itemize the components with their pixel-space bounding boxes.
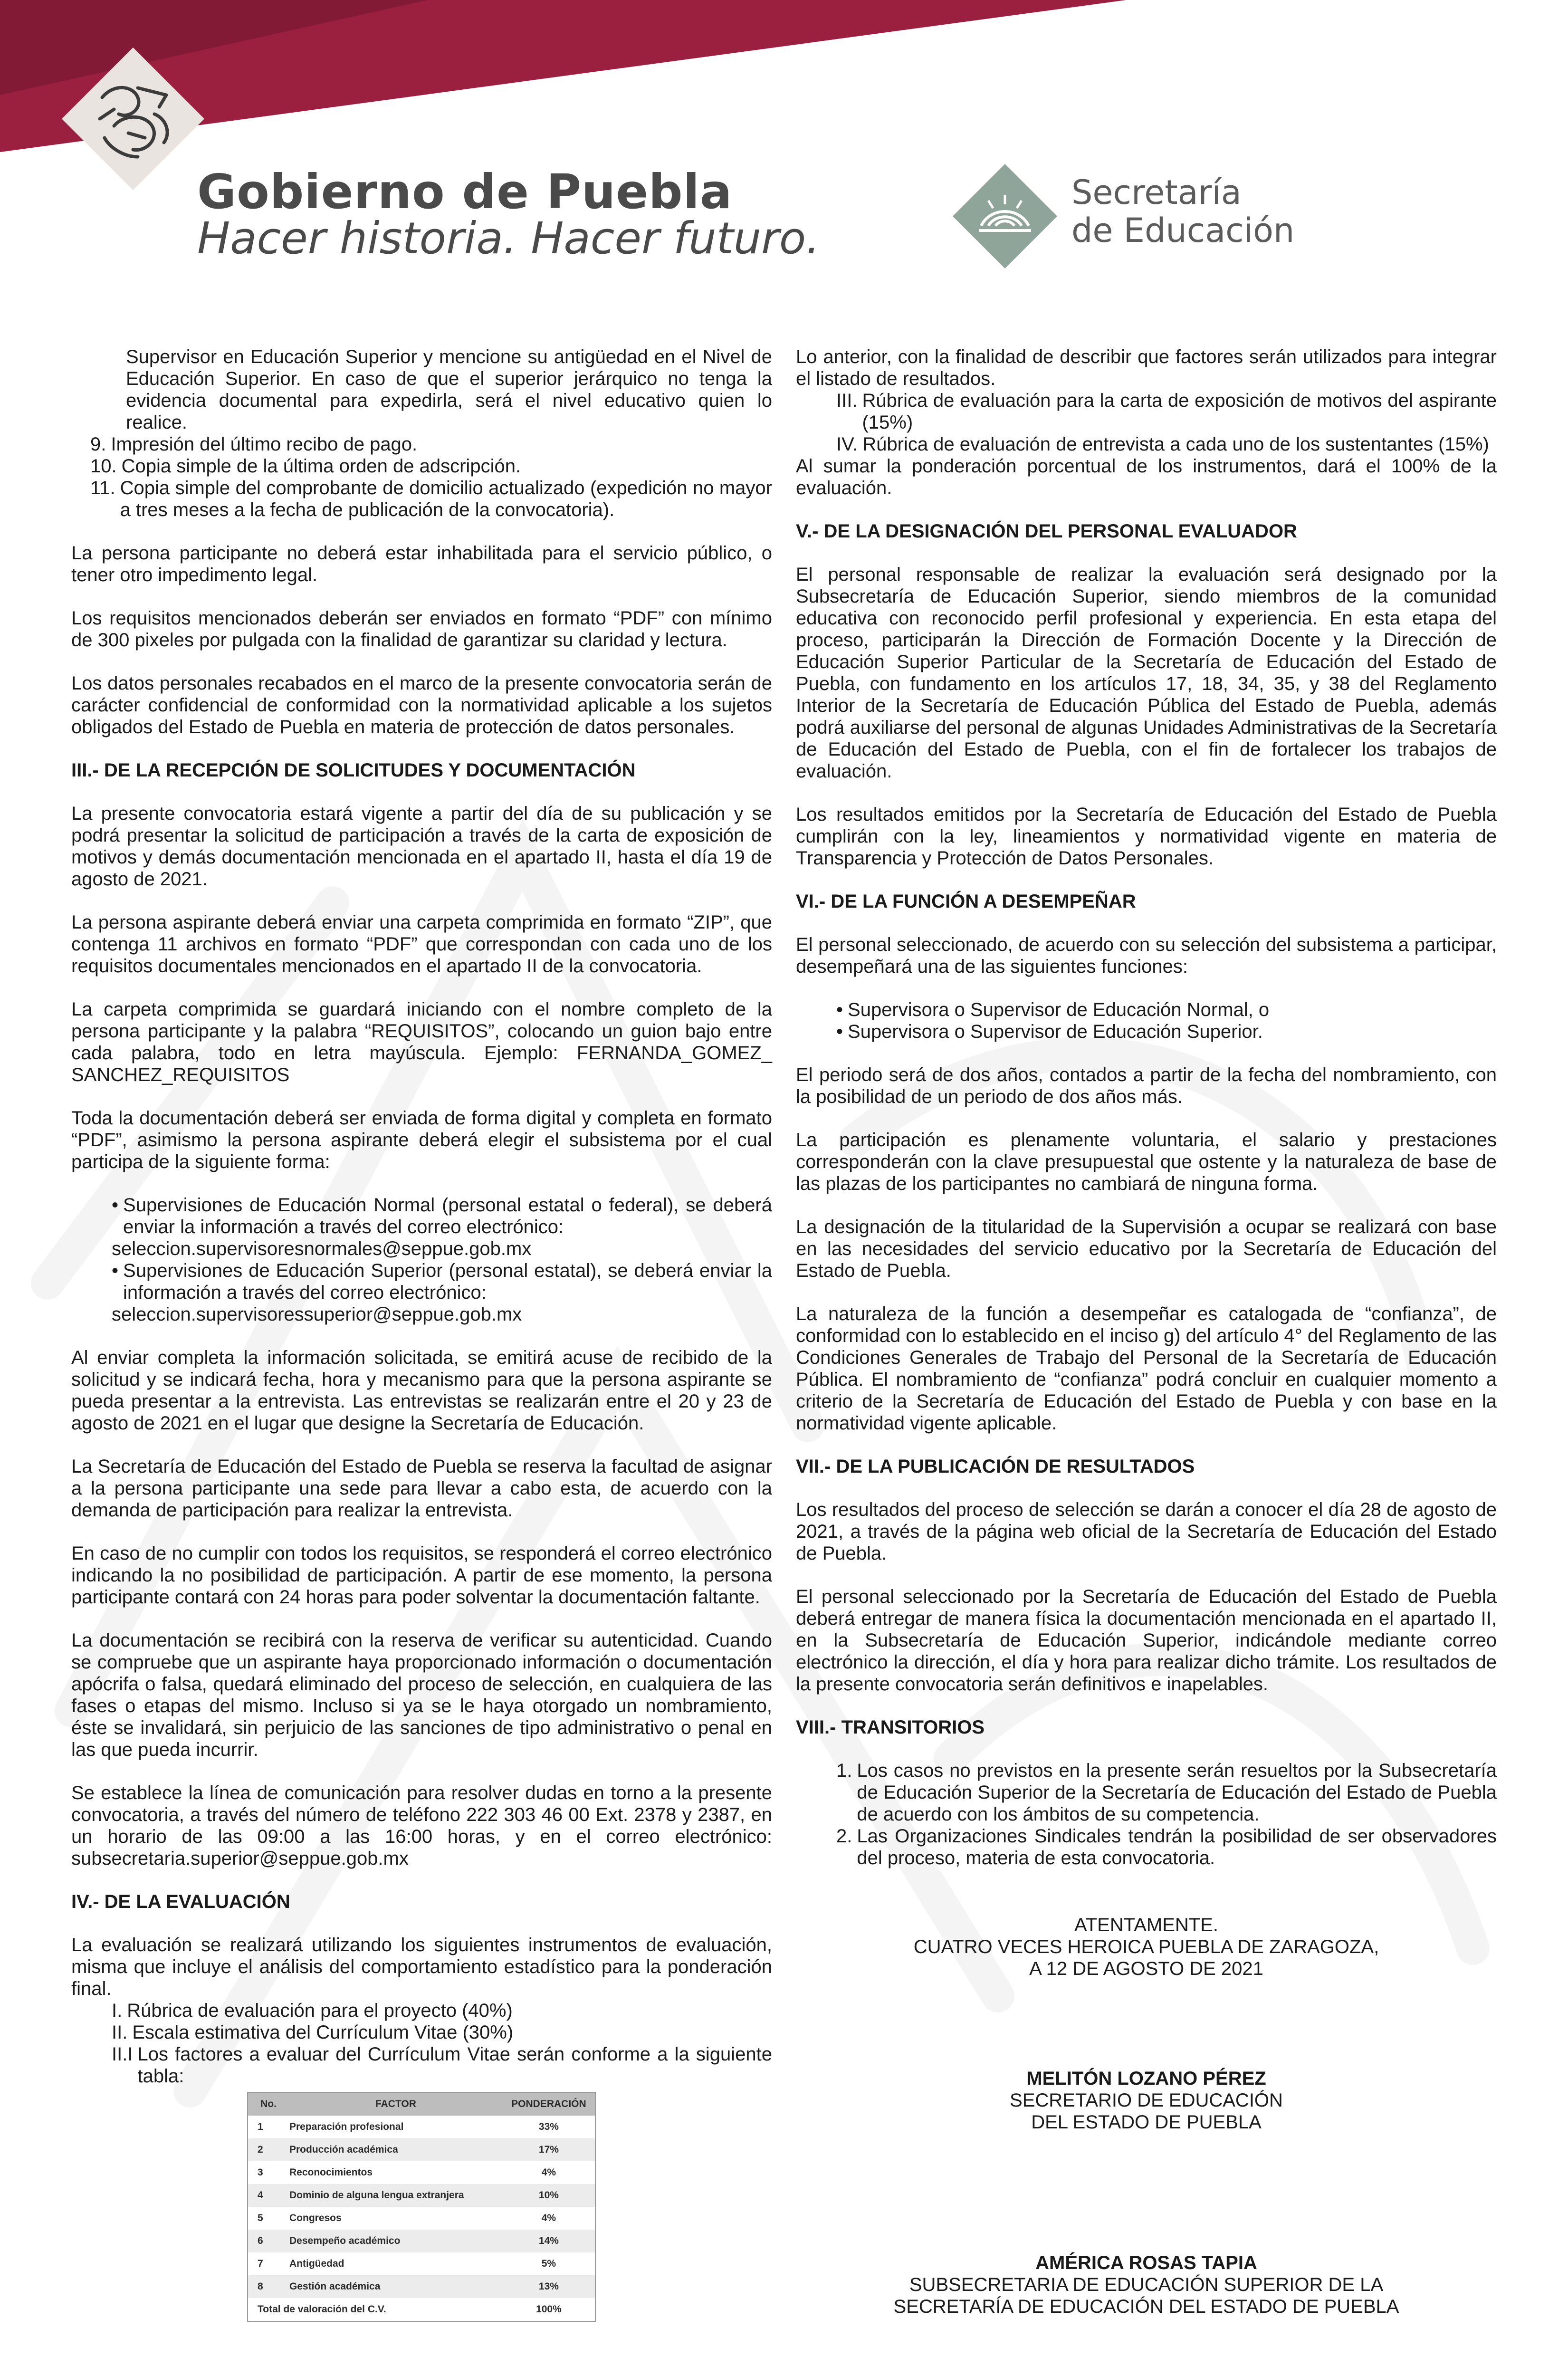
item-number: II.I	[112, 2044, 133, 2065]
paragraph: La evaluación se realizará utilizando los siguientes instrumentos de evaluación, misma que incluye el análisis del comportamiento estadístico para la ponderación final.	[71, 1935, 772, 1999]
paragraph: En caso de no cumplir con todos los requisitos, se responderá el correo electrónico indicando la no posibilidad de participación. A partir de ese momento, la persona participante contará con 24 horas para poder solventar la documentación faltante.	[71, 1543, 772, 1608]
paragraph: El personal seleccionado, de acuerdo con su selección del subsistema a participar, desempeñará una de las siguientes funciones:	[796, 934, 1497, 977]
functions-list	[836, 999, 1497, 1043]
list-item	[836, 1760, 1497, 1825]
item-number: 10.	[90, 456, 117, 477]
item-text: Copia simple de la última orden de adscripción.	[121, 456, 521, 477]
item-text: Supervisora o Supervisor de Educación Superior.	[848, 1021, 1263, 1042]
secretaria-educacion-name	[1071, 173, 1294, 249]
subsystem-list	[112, 1194, 772, 1325]
paragraph: Los resultados del proceso de selección se darán a conocer el día 28 de agosto de 2021, a través de la página web oficial de la Secretaría de Educación del Estado de Puebla.	[796, 1499, 1497, 1564]
right-column	[796, 346, 1497, 2318]
paragraph: Al sumar la ponderación porcentual de los instrumentos, dará el 100% de la evaluación.	[796, 456, 1497, 498]
paragraph: El periodo será de dos años, contados a partir de la fecha del nombramiento, con la posibilidad de un periodo de dos años más.	[796, 1064, 1497, 1107]
email-address: seleccion.supervisoressuperior@seppue.gob.mx	[112, 1304, 522, 1325]
paragraph: La Secretaría de Educación del Estado de Puebla se reserva la facultad de asignar a la persona participante una sede para llevar a cabo esta, de acuerdo con la demanda de participación para realizar la entrevista.	[71, 1456, 772, 1521]
secretaria-educacion-logo	[950, 162, 1060, 271]
paragraph: La designación de la titularidad de la Supervisión a ocupar se realizará con base en las necesidades del servicio educativo por la Secretaría de Educación del Estado de Puebla.	[796, 1217, 1497, 1281]
table-header-row	[248, 2093, 595, 2116]
paragraph: Toda la documentación deberá ser enviada de forma digital y completa en formato “PDF”, asimismo la persona aspirante deberá elegir el subsistema por el cual participa de la siguiente forma:	[71, 1108, 772, 1172]
table-cell: 7	[258, 2258, 263, 2269]
paragraph: La carpeta comprimida se guardará iniciando con el nombre completo de la persona participante y la palabra “REQUISITOS”, colocando un guion bajo entre cada palabra, todo en letra mayúscula. Ejemplo: FERNANDA_GOMEZ_ SANCHEZ_REQUISITOS	[71, 999, 772, 1085]
closing-date: A 12 DE AGOSTO DE 2021	[1029, 1958, 1263, 1979]
table-row	[248, 2161, 595, 2184]
paragraph: El personal seleccionado por la Secretaría de Educación del Estado de Puebla deberá entregar de manera física la documentación mencionada en el apartado II, en la Subsecretaría de Educación Superior, indicándole mediante correo electrónico la dirección, el día y hora para realizar dicho trámite. Los resultados de la presente convocatoria serán definitivos e inapelables.	[796, 1586, 1497, 1695]
table-cell: 6	[248, 2230, 289, 2252]
item-text: Rúbrica de evaluación para el proyecto (40%)	[127, 2000, 513, 2021]
section-title: VII.- DE LA PUBLICACIÓN DE RESULTADOS	[796, 1456, 1195, 1477]
secretaria-line: Secretaría	[1071, 173, 1242, 212]
government-title: Gobierno de Puebla	[197, 164, 733, 220]
bullet: •	[112, 1260, 119, 1281]
paragraph: Los resultados emitidos por la Secretaría de Educación del Estado de Puebla cumplirán con la ley, lineamientos y normatividad vigente en materia de Transparencia y Protección de Datos Personales.	[796, 804, 1497, 869]
bullet: •	[836, 999, 843, 1020]
table-cell: 13%	[503, 2275, 595, 2298]
table-cell: Preparación profesional	[289, 2121, 404, 2132]
paragraph: Al enviar completa la información solicitada, se emitirá acuse de recibido de la solicitud y se indicará fecha, hora y mecanismo para que la persona aspirante se pueda presentar a la entrevista. Las entrevistas se realizarán entre el 20 y 23 de agosto de 2021 en el lugar que designe la Secretaría de Educación.	[71, 1347, 772, 1434]
column-header: FACTOR	[289, 2093, 503, 2116]
section-title: V.- DE LA DESIGNACIÓN DEL PERSONAL EVALUADOR	[796, 521, 1297, 542]
list-item	[836, 1021, 1497, 1043]
gobierno-puebla-emblem	[57, 43, 209, 195]
item-text: Rúbrica de evaluación de entrevista a cada uno de los sustentantes (15%)	[862, 434, 1489, 455]
signatory-role: SUBSECRETARIA DE EDUCACIÓN SUPERIOR DE LA	[909, 2274, 1384, 2295]
table-cell: 4	[248, 2184, 289, 2207]
item-text: Supervisora o Supervisor de Educación Normal, o	[848, 999, 1270, 1020]
item-text: Supervisiones de Educación Normal (personal estatal o federal), se deberá enviar la información a través del correo electrónico:	[123, 1195, 772, 1237]
item-text: Los factores a evaluar del Currículum Vitae serán conforme a la siguiente tabla:	[137, 2044, 772, 2087]
paragraph: La persona participante no deberá estar inhabilitada para el servicio público, o tener otro impedimento legal.	[71, 543, 772, 585]
list-item	[112, 2043, 772, 2087]
list-item	[112, 1194, 772, 1238]
table-row	[248, 2230, 595, 2252]
item-number: 9.	[90, 434, 106, 455]
paragraph: Lo anterior, con la finalidad de describir que factores serán utilizados para integrar el listado de resultados.	[796, 346, 1497, 389]
item-number: 1.	[836, 1760, 852, 1781]
table-row	[248, 2138, 595, 2161]
table-cell: 4%	[541, 2213, 556, 2223]
table-cell: 2	[248, 2138, 289, 2161]
transitory-list	[836, 1760, 1497, 1869]
signatory-name: AMÉRICA ROSAS TAPIA	[1035, 2252, 1257, 2273]
table-cell: 17%	[503, 2138, 595, 2161]
paragraph: Se establece la línea de comunicación para resolver dudas en torno a la presente convocatoria, a través del número de teléfono 222 303 46 00 Ext. 2378 y 2387, en un horario de las 09:00 a las 16:00 horas, y en el correo electrónico: subsecretaria.superior@seppue.gob.mx	[71, 1782, 772, 1869]
column-header: PONDERACIÓN	[503, 2093, 595, 2116]
list-item	[90, 455, 772, 477]
educacion-line: de Educación	[1071, 211, 1295, 250]
signatory-role: DEL ESTADO DE PUEBLA	[1031, 2112, 1262, 2133]
table-row	[248, 2184, 595, 2207]
instruments-list	[112, 2000, 772, 2087]
list-item	[836, 1825, 1497, 1869]
paragraph: La presente convocatoria estará vigente a partir del día de su publicación y se podrá presentar la solicitud de participación a través de la carta de exposición de motivos y demás documentación mencionada en el apartado II, hasta el día 19 de agosto de 2021.	[71, 803, 772, 890]
list-item	[90, 433, 772, 455]
table-cell: Desempeño académico	[289, 2230, 503, 2252]
list-item	[112, 2000, 772, 2022]
table-cell: 10%	[503, 2184, 595, 2207]
item-number: I.	[112, 2000, 123, 2021]
closing-block	[796, 1914, 1497, 1980]
left-column	[71, 346, 772, 2322]
item-text: Copia simple del comprobante de domicilio actualizado (expedición no mayor a tres meses a la fecha de publicación de la convocatoria).	[120, 478, 772, 520]
table-cell: Reconocimientos	[289, 2167, 373, 2178]
item-number: 11.	[90, 478, 115, 498]
paragraph: La persona aspirante deberá enviar una carpeta comprimida en formato “ZIP”, que contenga 11 archivos en formato “PDF” que correspondan con cada uno de los requisitos documentales mencionados en el apartado II de la convocatoria.	[71, 912, 772, 977]
section-title: VIII.- TRANSITORIOS	[796, 1717, 985, 1738]
item-number: 2.	[836, 1826, 852, 1847]
table-cell: Antigüedad	[289, 2258, 344, 2269]
instruments-list-continued	[836, 390, 1497, 455]
list-item	[836, 390, 1497, 433]
list-item	[836, 999, 1497, 1021]
signatory-role: SECRETARIO DE EDUCACIÓN	[1010, 2090, 1283, 2111]
item-text: Escala estimativa del Currículum Vitae (30%)	[132, 2022, 514, 2043]
requirement-8-continuation: Supervisor en Educación Superior y mencione su antigüedad en el Nivel de Educación Superior. En caso de que el superior jerárquico no tenga la evidencia documental para expedirla, será el nivel educativo quien lo realice.	[126, 346, 772, 433]
cv-factors-table	[247, 2092, 596, 2322]
table-row	[248, 2252, 595, 2275]
table-cell: 1	[258, 2121, 263, 2132]
item-text: Supervisiones de Educación Superior (personal estatal), se deberá enviar la información a través del correo electrónico:	[123, 1260, 772, 1303]
item-number: III.	[836, 390, 858, 411]
item-text: Rúbrica de evaluación para la carta de exposición de motivos del aspirante (15%)	[862, 390, 1497, 433]
government-slogan: Hacer historia. Hacer futuro.	[197, 213, 820, 264]
list-item	[90, 477, 772, 521]
item-text: Los casos no previstos en la presente serán resueltos por la Subsecretaría de Educación Superior de la Secretaría de Educación del Estado de Puebla de acuerdo con los ámbitos de su competencia.	[857, 1760, 1497, 1825]
section-title: VI.- DE LA FUNCIÓN A DESEMPEÑAR	[796, 891, 1136, 912]
signatory-name: MELITÓN LOZANO PÉREZ	[1026, 2068, 1266, 2089]
table-total-row	[248, 2298, 595, 2321]
closing-line: ATENTAMENTE.	[1074, 1915, 1218, 1935]
signatory-role: SECRETARÍA DE EDUCACIÓN DEL ESTADO DE PUEBLA	[893, 2296, 1399, 2317]
item-number: II.	[112, 2022, 128, 2043]
table-cell: 14%	[503, 2230, 595, 2252]
total-value: 100%	[536, 2304, 562, 2315]
paragraph: La naturaleza de la función a desempeñar es catalogada de “confianza”, de conformidad con lo establecido en el inciso g) del artículo 4° del Reglamento de las Condiciones Generales de Trabajo del Personal de la Secretaría de Educación Pública. El nombramiento de “confianza” podrá concluir en cualquier momento a criterio de la Secretaría de Educación del Estado de Puebla y con base en la normatividad vigente aplicable.	[796, 1303, 1497, 1434]
table-cell: 33%	[538, 2121, 559, 2132]
paragraph: La documentación se recibirá con la reserva de verificar su autenticidad. Cuando se compruebe que un aspirante haya proporcionado información o documentación apócrifa o falsa, quedará eliminado del proceso de selección, en cualquiera de las fases o etapas del mismo. Incluso si ya se le haya otorgado un nombramiento, éste se invalidará, sin perjuicio de las sanciones de tipo administrativo o penal en las que pueda incurrir.	[71, 1630, 772, 1760]
section-title: III.- DE LA RECEPCIÓN DE SOLICITUDES Y DOCUMENTACIÓN	[71, 760, 636, 781]
paragraph: El personal responsable de realizar la evaluación será designado por la Subsecretaría de Educación Superior, siendo miembros de la comunidad educativa con reconocido perfil profesional y experiencia. En esta etapa del proceso, participarán la Dirección de Formación Docente y la Dirección de Educación Superior Particular de la Secretaría de Educación del Estado de Puebla, con fundamento en los artículos 17, 18, 34, 35, y 38 del Reglamento Interior de la Secretaría de Educación Pública del Estado de Puebla, además podrá auxiliarse del personal de algunas Unidades Administrativas de la Secretaría de Educación del Estado de Puebla, con el fin de fortalecer los trabajos de evaluación.	[796, 564, 1497, 782]
list-item	[112, 2022, 772, 2043]
bullet: •	[836, 1021, 843, 1042]
table-cell: Producción académica	[289, 2138, 503, 2161]
list-item	[112, 1260, 772, 1303]
email-address: seleccion.supervisoresnormales@seppue.gob.mx	[112, 1238, 532, 1259]
requirements-list	[90, 433, 772, 521]
table-row	[248, 2116, 595, 2138]
column-header: No.	[248, 2093, 289, 2116]
item-text: Las Organizaciones Sindicales tendrán la posibilidad de ser observadores del proceso, materia de esta convocatoria.	[857, 1826, 1497, 1868]
item-text: Impresión del último recibo de pago.	[111, 434, 418, 455]
table-cell: Gestión académica	[289, 2275, 503, 2298]
paragraph: La participación es plenamente voluntaria, el salario y prestaciones corresponderán con la clave presupuestal que ostente y la naturaleza de base de las plazas de los participantes no cambiará de ninguna forma.	[796, 1130, 1497, 1194]
table-cell: Congresos	[289, 2213, 342, 2223]
bullet: •	[112, 1195, 119, 1216]
table-cell: 3	[258, 2167, 263, 2178]
section-title: IV.- DE LA EVALUACIÓN	[71, 1891, 290, 1912]
paragraph: Los datos personales recabados en el marco de la presente convocatoria serán de carácter confidencial de conformidad con la normatividad aplicable a los sujetos obligados del Estado de Puebla en materia de protección de datos personales.	[71, 673, 772, 738]
signature-block-secretary	[796, 2068, 1497, 2133]
table-cell: 5	[258, 2213, 263, 2223]
table-cell: Dominio de alguna lengua extranjera	[289, 2184, 503, 2207]
item-number: IV.	[836, 434, 858, 455]
table-cell: 8	[248, 2275, 289, 2298]
table-cell: 4%	[541, 2167, 556, 2178]
table-cell: 5%	[541, 2258, 556, 2269]
paragraph: Los requisitos mencionados deberán ser enviados en formato “PDF” con mínimo de 300 pixeles por pulgada con la finalidad de garantizar su claridad y lectura.	[71, 608, 772, 651]
closing-line: CUATRO VECES HEROICA PUEBLA DE ZARAGOZA,	[913, 1936, 1379, 1957]
table-row	[248, 2207, 595, 2230]
total-label: Total de valoración del C.V.	[258, 2304, 386, 2315]
table-row	[248, 2275, 595, 2298]
header-band	[0, 0, 1568, 152]
signature-block-subsecretary	[796, 2252, 1497, 2318]
list-item	[836, 433, 1497, 455]
